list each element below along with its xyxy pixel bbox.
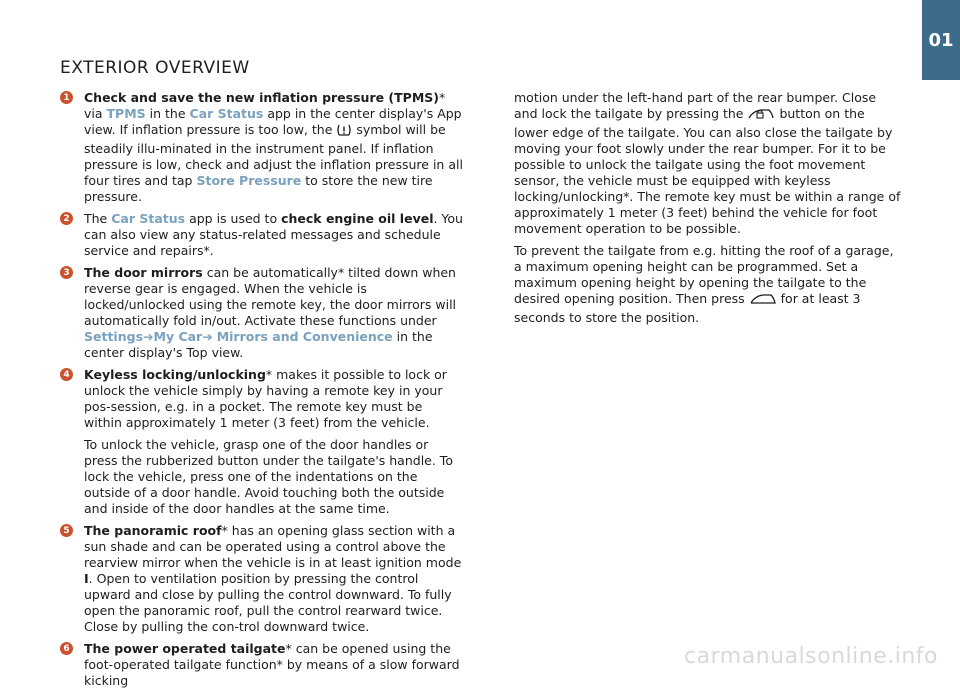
tailgate-icon [749,292,777,310]
ui-label-settings: Settings [84,329,144,344]
arrow-right-icon: ➔ [143,329,154,344]
tpms-warning-icon [336,123,352,141]
ui-label-my-car: My Car [153,329,203,344]
watermark: carmanualsonline.info [684,644,938,669]
item-number-badge: 5 [60,524,73,537]
paragraph: To prevent the tailgate from e.g. hitting the roof of a garage, a maximum opening height can be programmed. Set a maximum opening height by opening the tailgate to the desired opening position. Then press for at least 3 seconds to store the position. [514,243,894,325]
item-number-badge: 2 [60,212,73,225]
item-number-badge: 3 [60,266,73,279]
paragraph: Keyless locking/unlocking* makes it possible to lock or unlock the vehicle simply by having a remote key in your pos-session, e.g. in a pocket. The remote key must be within approximately 1 meter (3 feet) from the vehicle. [84,367,447,430]
ui-label-car-status: Car Status [189,106,264,121]
item-number-badge: 6 [60,642,73,655]
tailgate-lock-icon [747,107,775,125]
paragraph: The door mirrors can be automatically* tilted down when reverse gear is engaged. When the vehicle is locked/unlocked using the remote key, the door mirrors will automatically fold in/out. Activate these functions under Settings➔My Car➔ Mirrors and Convenience in the center display's Top view. [84,265,457,360]
list-item-6 [60,641,464,689]
paragraph: motion under the left-hand part of the rear bumper. Close and lock the tailgate by pressing the button on the lower edge of the tailgate. You can also close the tailgate by moving your foot slowly under the rear bumper. For it to be possible to unlock the tailgate using the foot movement sensor, the vehicle must be equipped with keyless locking/unlocking*. The remote key must be within a range of approximately 1 meter (3 feet) behind the vehicle for foot movement operation to be possible. [514,90,901,236]
page-title: EXTERIOR OVERVIEW [60,58,250,78]
list-item-3 [60,265,464,361]
item-number-badge: 1 [60,91,73,104]
ui-label-mirrors-convenience: Mirrors and Convenience [216,329,393,344]
ui-label-car-status: Car Status [111,211,186,226]
left-column [60,90,464,695]
paragraph: The Car Status app is used to check engine oil level. You can also view any status-related messages and schedule service and repairs*. [84,211,463,258]
right-column [514,90,902,332]
ui-label-store-pressure: Store Pressure [196,173,302,188]
paragraph: Check and save the new inflation pressure (TPMS)* via TPMS in the Car Status app in the center display's App view. If inflation pressure is too low, the symbol will be steadily illu-minated in the instrument panel. If inflation pressure is low, check and adjust the inflation pressure in all four tires and tap Store Pressure to store the new tire pressure. [84,90,463,204]
chapter-tab[interactable]: 01 [922,0,960,80]
paragraph: The panoramic roof* has an opening glass section with a sun shade and can be operated using a control above the rearview mirror when the vehicle is in at least ignition mode I. Open to ventilation position by pressing the control upward and close by pulling the control downward. To fully open the panoramic roof, pull the control rearward twice. Close by pulling the con-trol downward twice. [84,523,462,634]
list-item-4 [60,367,464,517]
list-item-2 [60,211,464,259]
item-number-badge: 4 [60,368,73,381]
list-item-1 [60,90,464,205]
paragraph: To unlock the vehicle, grasp one of the door handles or press the rubberized button under the tailgate's handle. To lock the vehicle, press one of the indentations on the outside of a door handle. Avoid touching both the outside and inside of the door handles at the same time. [84,437,453,516]
arrow-right-icon: ➔ [202,329,213,344]
ui-label-tpms: TPMS [106,106,146,121]
paragraph: The power operated tailgate* can be opened using the foot-operated tailgate function* by means of a slow forward kicking [84,641,460,688]
list-item-5 [60,523,464,635]
